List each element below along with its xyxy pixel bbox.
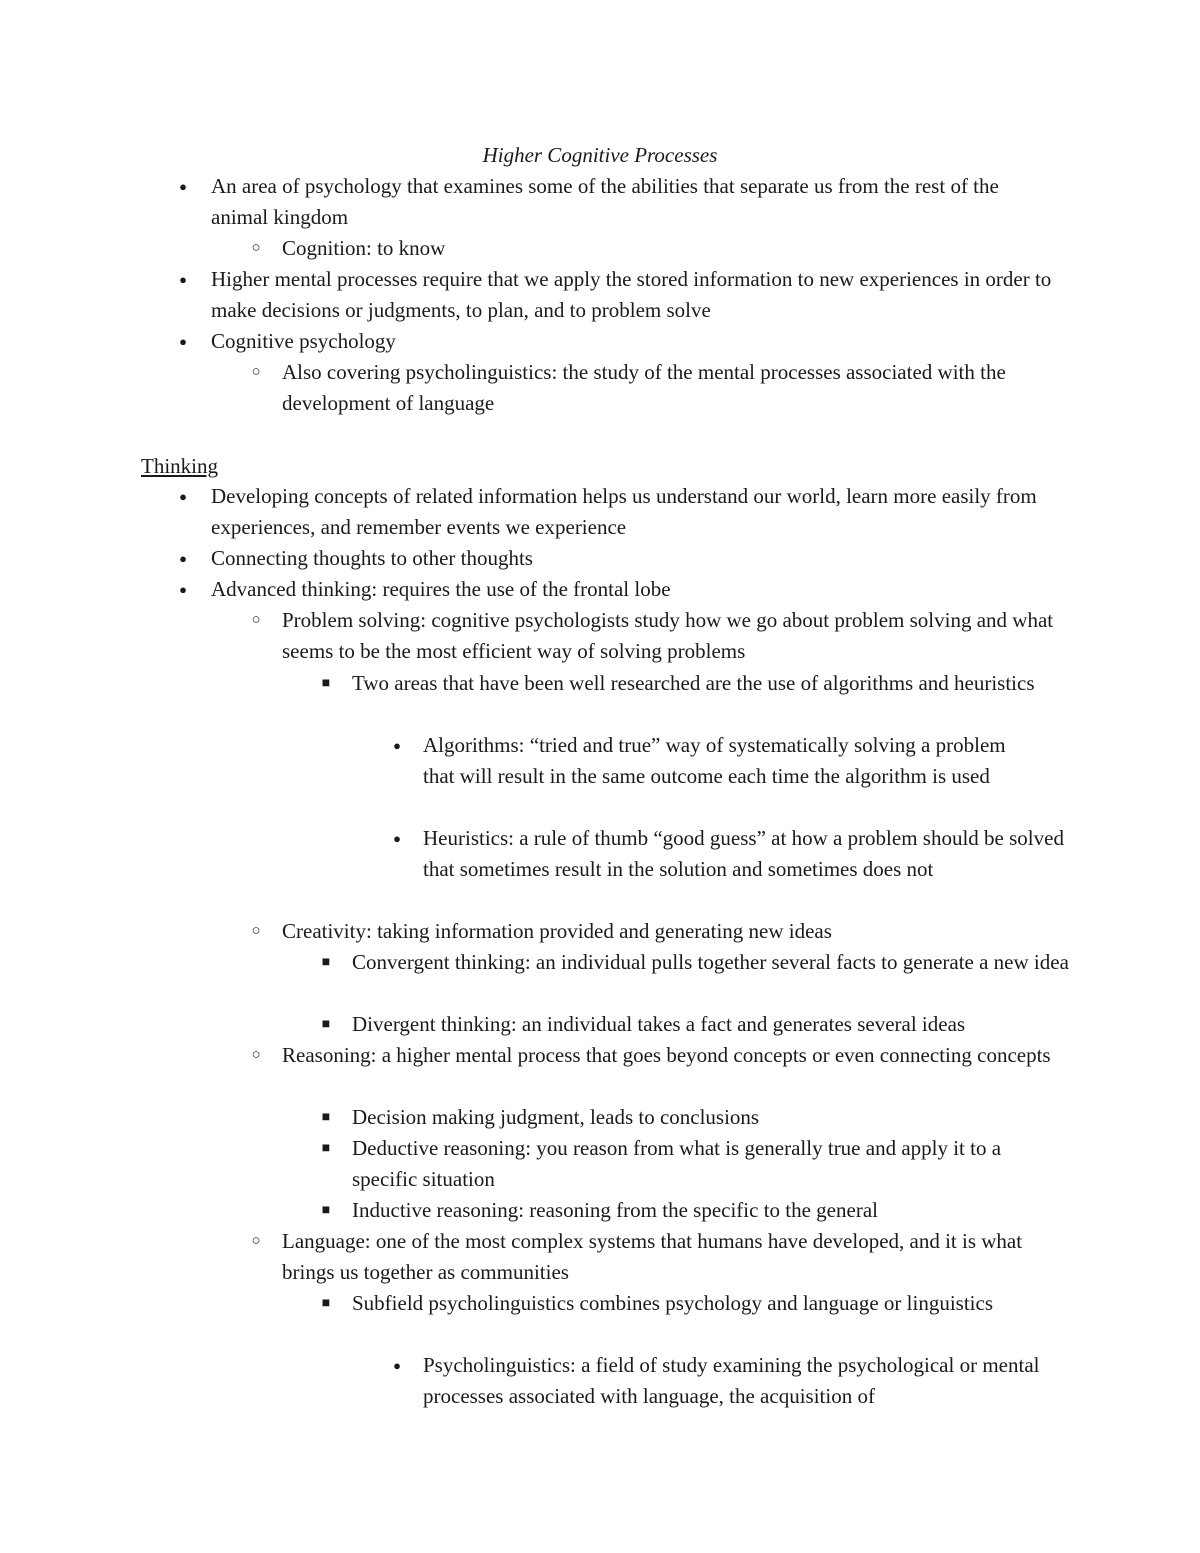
bullet-disc: ●	[179, 272, 187, 287]
bullet-square: ■	[321, 955, 331, 970]
list-item: An area of psychology that examines some of the abilities that separate us from the rest of the animal kingdom	[211, 174, 999, 229]
list-item: Higher mental processes require that we apply the stored information to new experiences in order to make decisions or judgments, to plan, and to problem solve	[211, 267, 1052, 322]
bullet-square: ■	[321, 1141, 331, 1156]
list-item: Deductive reasoning: you reason from what is generally true and apply it to a specific situation	[352, 1136, 1002, 1191]
list-item: Heuristics: a rule of thumb “good guess” at how a problem should be solved that sometimes result in the solution and sometimes does not	[423, 826, 1064, 881]
bullet-circle: ○	[251, 612, 261, 628]
document-title: Higher Cognitive Processes	[482, 143, 718, 167]
bullet-disc: ●	[179, 179, 187, 194]
bullet-disc: ●	[179, 582, 187, 597]
bullet-disc: ●	[179, 551, 187, 566]
bullet-circle: ○	[251, 240, 261, 256]
list-item: Inductive reasoning: reasoning from the specific to the general	[352, 1198, 878, 1222]
list-item: Cognitive psychology	[211, 329, 396, 353]
bullet-disc: ●	[179, 489, 187, 504]
bullet-square: ■	[321, 1203, 331, 1218]
list-item: Connecting thoughts to other thoughts	[211, 546, 533, 570]
list-item: Language: one of the most complex systems that humans have developed, and it is what brings us together as communities	[282, 1229, 1023, 1284]
bullet-disc: ●	[393, 738, 401, 753]
bullet-disc: ●	[393, 1358, 401, 1373]
list-item: Problem solving: cognitive psychologists study how we go about problem solving and what seems to be the most efficient way of solving problems	[282, 608, 1054, 663]
list-item: Decision making judgment, leads to conclusions	[352, 1105, 760, 1129]
list-item: Psycholinguistics: a field of study examining the psychological or mental processes associated with language, the acquisition of	[423, 1353, 1040, 1408]
list-item: Cognition: to know	[282, 236, 446, 260]
bullet-circle: ○	[251, 1233, 261, 1249]
list-item: Also covering psycholinguistics: the study of the mental processes associated with the development of language	[282, 360, 1006, 415]
list-item: Two areas that have been well researched are the use of algorithms and heuristics	[352, 671, 1035, 695]
list-item: Advanced thinking: requires the use of the frontal lobe	[211, 577, 671, 601]
bullet-square: ■	[321, 1017, 331, 1032]
bullet-square: ■	[321, 676, 331, 691]
bullet-circle: ○	[251, 1047, 261, 1063]
bullet-disc: ●	[179, 334, 187, 349]
list-item: Divergent thinking: an individual takes a fact and generates several ideas	[352, 1012, 966, 1036]
bullet-square: ■	[321, 1296, 331, 1311]
list-item: Convergent thinking: an individual pulls together several facts to generate a new idea	[352, 950, 1069, 974]
bullet-disc: ●	[393, 831, 401, 846]
section-heading-thinking: Thinking	[141, 454, 218, 478]
bullet-circle: ○	[251, 923, 261, 939]
list-item: Algorithms: “tried and true” way of systematically solving a problem that will result in the same outcome each time the algorithm is used	[423, 733, 1006, 788]
bullet-circle: ○	[251, 364, 261, 380]
list-item: Subfield psycholinguistics combines psychology and language or linguistics	[352, 1291, 994, 1315]
list-item: Reasoning: a higher mental process that goes beyond concepts or even connecting concepts	[282, 1043, 1051, 1067]
list-item: Creativity: taking information provided and generating new ideas	[282, 919, 832, 943]
list-item: Developing concepts of related information helps us understand our world, learn more easily from experiences, and remember events we experience	[211, 484, 1037, 539]
bullet-square: ■	[321, 1110, 331, 1125]
